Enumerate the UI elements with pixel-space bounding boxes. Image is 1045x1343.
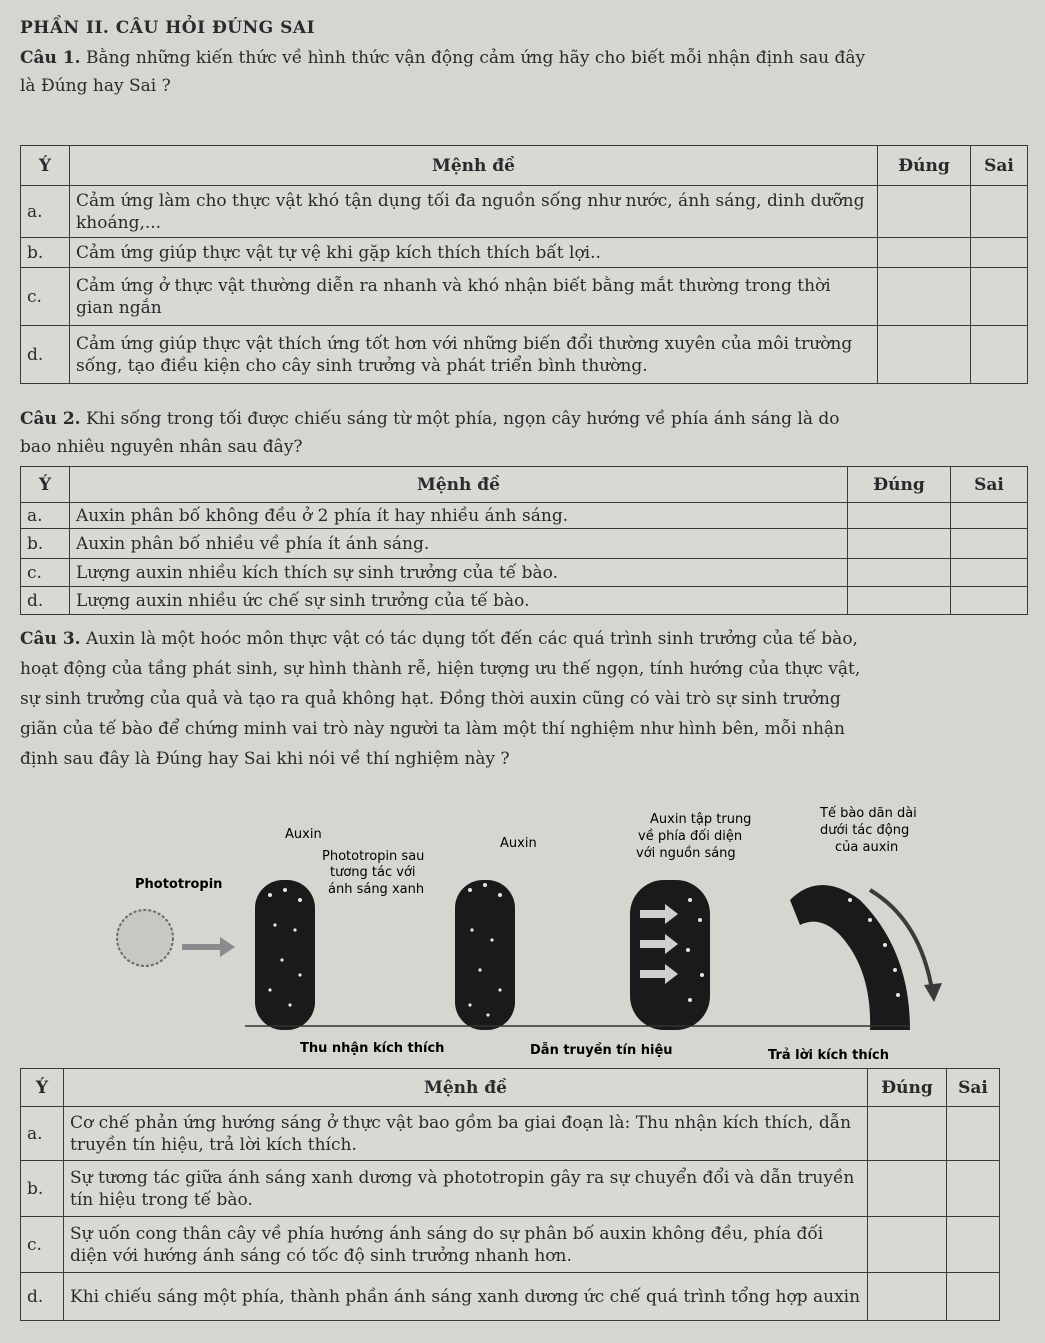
label-auxin-1: Auxin bbox=[285, 827, 322, 842]
row-label: b. bbox=[21, 1161, 64, 1217]
table-row bbox=[21, 1217, 1000, 1273]
answer-false-cell[interactable] bbox=[951, 559, 1028, 587]
row-label: a. bbox=[21, 503, 70, 529]
row-statement: Cảm ứng giúp thực vật thích ứng tốt hơn với những biến đổi thường xuyên của môi trường sống, tạo điều kiện cho cây sinh trưởng và phát triển bình thường. bbox=[70, 326, 878, 384]
row-statement: Cảm ứng ở thực vật thường diễn ra nhanh và khó nhận biết bằng mắt thường trong thời gian ngắn bbox=[70, 268, 878, 326]
stem-auxin-shift bbox=[630, 880, 710, 1030]
auxin-transport-arrows bbox=[640, 904, 678, 984]
label-voi-nguon: với nguồn sáng bbox=[636, 846, 736, 861]
row-label: b. bbox=[21, 238, 70, 268]
question-3-text bbox=[20, 624, 860, 774]
label-auxin-tap-trung: Auxin tập trung bbox=[650, 812, 752, 827]
answer-false-cell[interactable] bbox=[971, 326, 1028, 384]
stem-transmit-signal bbox=[455, 880, 515, 1030]
question-3-line5: định sau đây là Đúng hay Sai khi nói về thí nghiệm này ? bbox=[20, 749, 510, 769]
answer-false-cell[interactable] bbox=[947, 1107, 1000, 1161]
answer-true-cell[interactable] bbox=[868, 1161, 947, 1217]
question-1-line1: Bằng những kiến thức về hình thức vận động cảm ứng hãy cho biết mỗi nhận định sau đây bbox=[80, 48, 866, 68]
table-row bbox=[21, 1273, 1000, 1321]
row-label: c. bbox=[21, 268, 70, 326]
question-3-table bbox=[20, 1068, 1000, 1321]
answer-true-cell[interactable] bbox=[878, 238, 971, 268]
table-row bbox=[21, 326, 1028, 384]
question-1-text bbox=[20, 44, 865, 100]
table-header-row bbox=[21, 146, 1028, 186]
stem-receive-stimulus bbox=[255, 880, 315, 1030]
light-arrow-icon bbox=[182, 937, 235, 957]
question-2-number: Câu 2. bbox=[20, 409, 81, 429]
question-2-table bbox=[20, 466, 1028, 615]
col-sai-header: Sai bbox=[947, 1069, 1000, 1107]
answer-false-cell[interactable] bbox=[947, 1161, 1000, 1217]
row-label: b. bbox=[21, 529, 70, 559]
answer-true-cell[interactable] bbox=[848, 559, 951, 587]
row-label: a. bbox=[21, 186, 70, 238]
answer-false-cell[interactable] bbox=[971, 186, 1028, 238]
answer-true-cell[interactable] bbox=[878, 268, 971, 326]
question-2-line1: Khi sống trong tối được chiếu sáng từ một phía, ngọn cây hướng về phía ánh sáng là do bbox=[80, 409, 840, 429]
answer-false-cell[interactable] bbox=[971, 238, 1028, 268]
question-1-number: Câu 1. bbox=[20, 48, 81, 68]
col-sai-header: Sai bbox=[951, 467, 1028, 503]
answer-true-cell[interactable] bbox=[848, 529, 951, 559]
col-menh-de-header: Mệnh đề bbox=[70, 467, 848, 503]
answer-false-cell[interactable] bbox=[951, 587, 1028, 615]
label-anh-sang-xanh: ánh sáng xanh bbox=[328, 882, 425, 897]
label-auxin-2: Auxin bbox=[500, 836, 537, 851]
question-2-line2: bao nhiêu nguyên nhân sau đây? bbox=[20, 437, 303, 457]
col-y-header: Ý bbox=[21, 146, 70, 186]
row-statement: Khi chiếu sáng một phía, thành phần ánh sáng xanh dương ức chế quá trình tổng hợp auxin bbox=[64, 1273, 868, 1321]
table-row bbox=[21, 186, 1028, 238]
answer-true-cell[interactable] bbox=[878, 326, 971, 384]
label-cua-auxin: của auxin bbox=[835, 840, 899, 855]
answer-true-cell[interactable] bbox=[868, 1107, 947, 1161]
answer-true-cell[interactable] bbox=[848, 587, 951, 615]
phototropism-figure bbox=[60, 790, 980, 1070]
row-statement: Cảm ứng giúp thực vật tự vệ khi gặp kích thích thích bất lợi.. bbox=[70, 238, 878, 268]
answer-true-cell[interactable] bbox=[868, 1217, 947, 1273]
col-dung-header: Đúng bbox=[878, 146, 971, 186]
col-dung-header: Đúng bbox=[868, 1069, 947, 1107]
light-source-icon bbox=[117, 910, 173, 966]
answer-false-cell[interactable] bbox=[951, 503, 1028, 529]
table-row bbox=[21, 268, 1028, 326]
row-label: d. bbox=[21, 587, 70, 615]
col-dung-header: Đúng bbox=[848, 467, 951, 503]
label-phototropin: Phototropin bbox=[135, 877, 223, 892]
table-row bbox=[21, 559, 1028, 587]
answer-false-cell[interactable] bbox=[947, 1273, 1000, 1321]
row-statement: Cơ chế phản ứng hướng sáng ở thực vật bao gồm ba giai đoạn là: Thu nhận kích thích, dẫn truyền tín hiệu, trả lời kích thích. bbox=[64, 1107, 868, 1161]
question-3-line1: Auxin là một hoóc môn thực vật có tác dụng tốt đến các quá trình sinh trưởng của tế bào, bbox=[80, 629, 858, 649]
question-3-number: Câu 3. bbox=[20, 629, 81, 649]
row-statement: Sự tương tác giữa ánh sáng xanh dương và phototropin gây ra sự chuyển đổi và dẫn truyền tín hiệu trong tế bào. bbox=[64, 1161, 868, 1217]
label-te-bao-dan: Tế bào dãn dài bbox=[820, 806, 917, 821]
col-y-header: Ý bbox=[21, 467, 70, 503]
row-label: d. bbox=[21, 1273, 64, 1321]
row-statement: Auxin phân bố nhiều về phía ít ánh sáng. bbox=[70, 529, 848, 559]
section-heading: PHẦN II. CÂU HỎI ĐÚNG SAI bbox=[20, 18, 316, 38]
row-label: d. bbox=[21, 326, 70, 384]
row-statement: Cảm ứng làm cho thực vật khó tận dụng tối đa nguồn sống như nước, ánh sáng, dinh dưỡng khoáng,... bbox=[70, 186, 878, 238]
label-duoi-tac: dưới tác động bbox=[820, 823, 910, 838]
table-row bbox=[21, 1161, 1000, 1217]
row-label: c. bbox=[21, 559, 70, 587]
table-row bbox=[21, 529, 1028, 559]
row-label: c. bbox=[21, 1217, 64, 1273]
question-2-text bbox=[20, 405, 839, 461]
answer-true-cell[interactable] bbox=[848, 503, 951, 529]
col-y-header: Ý bbox=[21, 1069, 64, 1107]
question-3-line3: sự sinh trưởng của quả và tạo ra quả không hạt. Đồng thời auxin cũng có vài trò sự sinh trưởng bbox=[20, 689, 841, 709]
answer-true-cell[interactable] bbox=[868, 1273, 947, 1321]
question-1-table bbox=[20, 145, 1028, 384]
col-sai-header: Sai bbox=[971, 146, 1028, 186]
answer-false-cell[interactable] bbox=[947, 1217, 1000, 1273]
table-header-row bbox=[21, 1069, 1000, 1107]
row-statement: Auxin phân bố không đều ở 2 phía ít hay nhiều ánh sáng. bbox=[70, 503, 848, 529]
table-row bbox=[21, 587, 1028, 615]
row-statement: Lượng auxin nhiều ức chế sự sinh trưởng của tế bào. bbox=[70, 587, 848, 615]
col-menh-de-header: Mệnh đề bbox=[70, 146, 878, 186]
answer-true-cell[interactable] bbox=[878, 186, 971, 238]
row-statement: Lượng auxin nhiều kích thích sự sinh trưởng của tế bào. bbox=[70, 559, 848, 587]
label-stage-3: Trả lời kích thích bbox=[768, 1048, 889, 1063]
label-ve-phia: về phía đối diện bbox=[638, 829, 743, 844]
row-label: a. bbox=[21, 1107, 64, 1161]
answer-false-cell[interactable] bbox=[971, 268, 1028, 326]
table-row bbox=[21, 503, 1028, 529]
question-3-line2: hoạt động của tầng phát sinh, sự hình thành rễ, hiện tượng ưu thế ngọn, tính hướng của thực vật, bbox=[20, 659, 861, 679]
label-stage-1: Thu nhận kích thích bbox=[300, 1041, 445, 1056]
table-row bbox=[21, 238, 1028, 268]
table-row bbox=[21, 1107, 1000, 1161]
row-statement: Sự uốn cong thân cây về phía hướng ánh sáng do sự phân bố auxin không đều, phía đối diện với hướng ánh sáng có tốc độ sinh trưởng nhanh hơn. bbox=[64, 1217, 868, 1273]
question-1-line2: là Đúng hay Sai ? bbox=[20, 76, 171, 96]
col-menh-de-header: Mệnh đề bbox=[64, 1069, 868, 1107]
question-3-line4: giãn của tế bào để chứng minh vai trò này người ta làm một thí nghiệm như hình bên, mỗi nhận bbox=[20, 719, 846, 739]
label-stage-2: Dẫn truyền tín hiệu bbox=[530, 1043, 673, 1058]
answer-false-cell[interactable] bbox=[951, 529, 1028, 559]
label-phototropin-sau: Phototropin sau bbox=[322, 849, 425, 864]
label-tuong-tac: tương tác với bbox=[330, 865, 416, 880]
table-header-row bbox=[21, 467, 1028, 503]
